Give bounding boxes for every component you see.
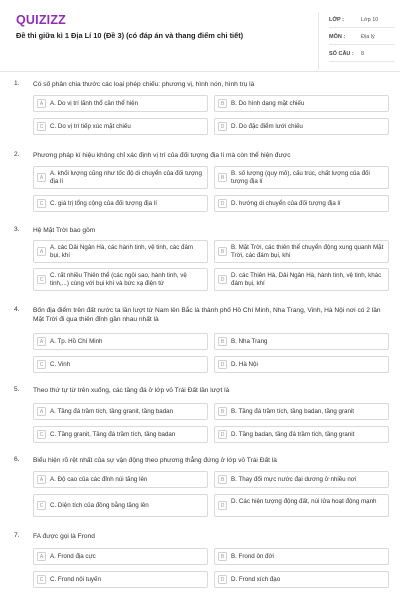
option-text: A. Tầng đá trầm tích, tầng granit, tầng badan bbox=[50, 408, 174, 415]
option-text: B. Nha Trang bbox=[231, 338, 268, 345]
option-d[interactable] bbox=[214, 571, 389, 588]
option-text: C. Frond nội tuyến bbox=[50, 576, 101, 583]
question-number: 3. bbox=[14, 226, 20, 233]
option-b[interactable] bbox=[214, 548, 389, 565]
option-a[interactable] bbox=[33, 240, 208, 263]
option-letter: D bbox=[218, 360, 227, 369]
option-text: A. Tp. Hồ Chí Minh bbox=[50, 338, 103, 345]
option-letter: C bbox=[37, 275, 46, 284]
meta-label: MÔN : bbox=[329, 34, 346, 40]
option-text: C. Do vị trí tiếp xúc mặt chiếu bbox=[50, 123, 131, 130]
option-letter: B bbox=[218, 475, 227, 484]
option-letter: C bbox=[37, 575, 46, 584]
option-a[interactable] bbox=[33, 471, 208, 488]
header-divider bbox=[0, 71, 400, 72]
option-letter: B bbox=[218, 552, 227, 561]
document-title: Đề thi giữa kì 1 Địa Lí 10 (Đề 3) (có đáp án và thang điểm chi tiết) bbox=[16, 31, 244, 40]
option-d[interactable] bbox=[214, 118, 389, 135]
option-letter: A bbox=[37, 407, 46, 416]
option-letter: D bbox=[218, 275, 227, 284]
option-text: A. khối lượng cũng như tốc độ di chuyển của đối tượng địa lí bbox=[50, 170, 202, 185]
option-text: C. rất nhiều Thiên thể (các ngôi sao, hành tinh, vệ tinh,...) cùng với bụi khí và bức xạ điện từ bbox=[50, 272, 187, 287]
option-text: C. giá trị tổng cộng của đối tượng địa lí bbox=[50, 200, 157, 207]
option-text: D. Do đặc điểm lưới chiếu bbox=[231, 123, 303, 130]
meta-box bbox=[318, 12, 390, 70]
option-letter: B bbox=[218, 337, 227, 346]
option-text: D. Hà Nội bbox=[231, 361, 258, 368]
option-c[interactable] bbox=[33, 195, 208, 212]
option-d[interactable] bbox=[214, 426, 389, 443]
option-a[interactable] bbox=[33, 166, 208, 189]
option-b[interactable] bbox=[214, 166, 389, 189]
option-c[interactable] bbox=[33, 356, 208, 373]
option-text: B. số lượng (quy mô), cấu trúc, chất lượng của đối tượng địa lí bbox=[231, 170, 370, 185]
option-b[interactable] bbox=[214, 333, 389, 350]
option-d[interactable] bbox=[214, 195, 389, 212]
option-letter: C bbox=[37, 430, 46, 439]
option-d[interactable] bbox=[214, 356, 389, 373]
question-number: 4. bbox=[14, 306, 20, 313]
option-letter: C bbox=[37, 360, 46, 369]
option-c[interactable] bbox=[33, 571, 208, 588]
meta-value: Địa lý bbox=[361, 34, 375, 40]
option-letter: D bbox=[218, 199, 227, 208]
option-letter: D bbox=[218, 501, 227, 510]
meta-row-count bbox=[329, 46, 394, 62]
option-d[interactable] bbox=[214, 494, 389, 517]
question-text: Phương pháp kí hiệu không chỉ xác định vị trí của đối tượng địa lí mà còn thể hiện được bbox=[33, 152, 291, 159]
option-letter: A bbox=[37, 475, 46, 484]
option-letter: A bbox=[37, 552, 46, 561]
option-text: B. Frond ôn đới bbox=[231, 553, 274, 560]
meta-row-subject bbox=[329, 29, 394, 45]
option-text: C. Vinh bbox=[50, 361, 71, 368]
question-text: Hệ Mặt Trời bao gồm bbox=[33, 227, 96, 234]
option-text: B. Do hình dạng mặt chiếu bbox=[231, 100, 305, 107]
option-letter: C bbox=[37, 122, 46, 131]
option-text: B. Tầng đá trầm tích, tầng badan, tầng granit bbox=[231, 408, 355, 415]
option-text: B. Thay đổi mực nước đại dương ở nhiều nơi bbox=[231, 476, 357, 483]
question-text: Có số phân chia thước các loại phép chiếu: phương vị, hình nón, hình trụ là bbox=[33, 81, 255, 88]
option-c[interactable] bbox=[33, 268, 208, 291]
option-text: A. Do vị trí lãnh thổ cần thể hiện bbox=[50, 100, 139, 107]
meta-label: SỐ CÂU : bbox=[329, 51, 354, 57]
option-letter: B bbox=[218, 407, 227, 416]
question-text: Biểu hiện rõ rệt nhất của sự vận động theo phương thẳng đứng ở lớp vỏ Trái Đất là bbox=[33, 457, 277, 464]
option-text: D. Frond xích đạo bbox=[231, 576, 281, 583]
option-text: D. hướng di chuyển của đối tượng địa lí bbox=[231, 200, 341, 207]
option-a[interactable] bbox=[33, 548, 208, 565]
option-a[interactable] bbox=[33, 95, 208, 112]
option-letter: B bbox=[218, 247, 227, 256]
meta-label: LỚP : bbox=[329, 17, 344, 23]
option-c[interactable] bbox=[33, 118, 208, 135]
option-c[interactable] bbox=[33, 426, 208, 443]
option-letter: B bbox=[218, 99, 227, 108]
question-text: Theo thứ tự từ trên xuống, các tầng đá ở lớp vỏ Trái Đất lần lượt là bbox=[33, 387, 230, 394]
meta-row-class bbox=[329, 12, 394, 28]
option-b[interactable] bbox=[214, 471, 389, 488]
option-text: D. Các hiện tượng động đất, núi lửa hoạt động mạnh bbox=[231, 498, 377, 505]
option-letter: C bbox=[37, 199, 46, 208]
page-header bbox=[0, 0, 400, 70]
option-text: C. Diện tích của đồng bằng tăng lên bbox=[50, 502, 149, 509]
option-a[interactable] bbox=[33, 403, 208, 420]
meta-value: 8 bbox=[361, 51, 365, 57]
option-text: C. Tầng granit, Tầng đá trầm tích, tầng badan bbox=[50, 431, 176, 438]
option-text: D. Tầng badan, tầng đá trầm tích, tầng granit bbox=[231, 431, 355, 438]
option-letter: D bbox=[218, 122, 227, 131]
option-letter: B bbox=[218, 173, 227, 182]
question-number: 6. bbox=[14, 456, 20, 463]
option-letter: A bbox=[37, 173, 46, 182]
option-b[interactable] bbox=[214, 95, 389, 112]
question-text: FA được gọi là Frond bbox=[33, 533, 95, 540]
option-letter: A bbox=[37, 337, 46, 346]
meta-value: Lớp 10 bbox=[361, 17, 379, 23]
option-a[interactable] bbox=[33, 333, 208, 350]
question-number: 1. bbox=[14, 80, 20, 87]
option-d[interactable] bbox=[214, 268, 389, 291]
option-text: B. Mặt Trời, các thiên thể chuyển động xung quanh Mặt Trời, các đám bụi, khí bbox=[231, 244, 384, 259]
option-text: A. Độ cao của các đỉnh núi tăng lên bbox=[50, 476, 148, 483]
option-letter: A bbox=[37, 99, 46, 108]
option-c[interactable] bbox=[33, 494, 208, 517]
question-number: 7. bbox=[14, 532, 20, 539]
question-number: 2. bbox=[14, 151, 20, 158]
question-text: Bốn địa điểm trên đất nước ta lần lượt từ Nam lên Bắc là thành phố Hồ Chí Minh, Nha Trang, Vinh, Hà Nội nơi có 2 lần Mặt Trời đi qua thiên đỉnh gần nhau nhất là bbox=[33, 307, 381, 323]
option-b[interactable] bbox=[214, 403, 389, 420]
option-text: A. Frond địa cực bbox=[50, 553, 96, 560]
option-b[interactable] bbox=[214, 240, 389, 263]
option-text: D. các Thiên Hà, Dải Ngân Hà, hành tinh, vệ tinh, khác đám bụi, khí bbox=[231, 272, 382, 287]
quizizz-logo: QUIZIZZ bbox=[16, 13, 67, 27]
option-letter: D bbox=[218, 430, 227, 439]
option-letter: D bbox=[218, 575, 227, 584]
option-letter: C bbox=[37, 501, 46, 510]
option-letter: A bbox=[37, 247, 46, 256]
option-text: A. các Dải Ngân Hà, các hành tinh, vệ tinh, các đám bụi, khí bbox=[50, 244, 194, 259]
question-number: 5. bbox=[14, 386, 20, 393]
